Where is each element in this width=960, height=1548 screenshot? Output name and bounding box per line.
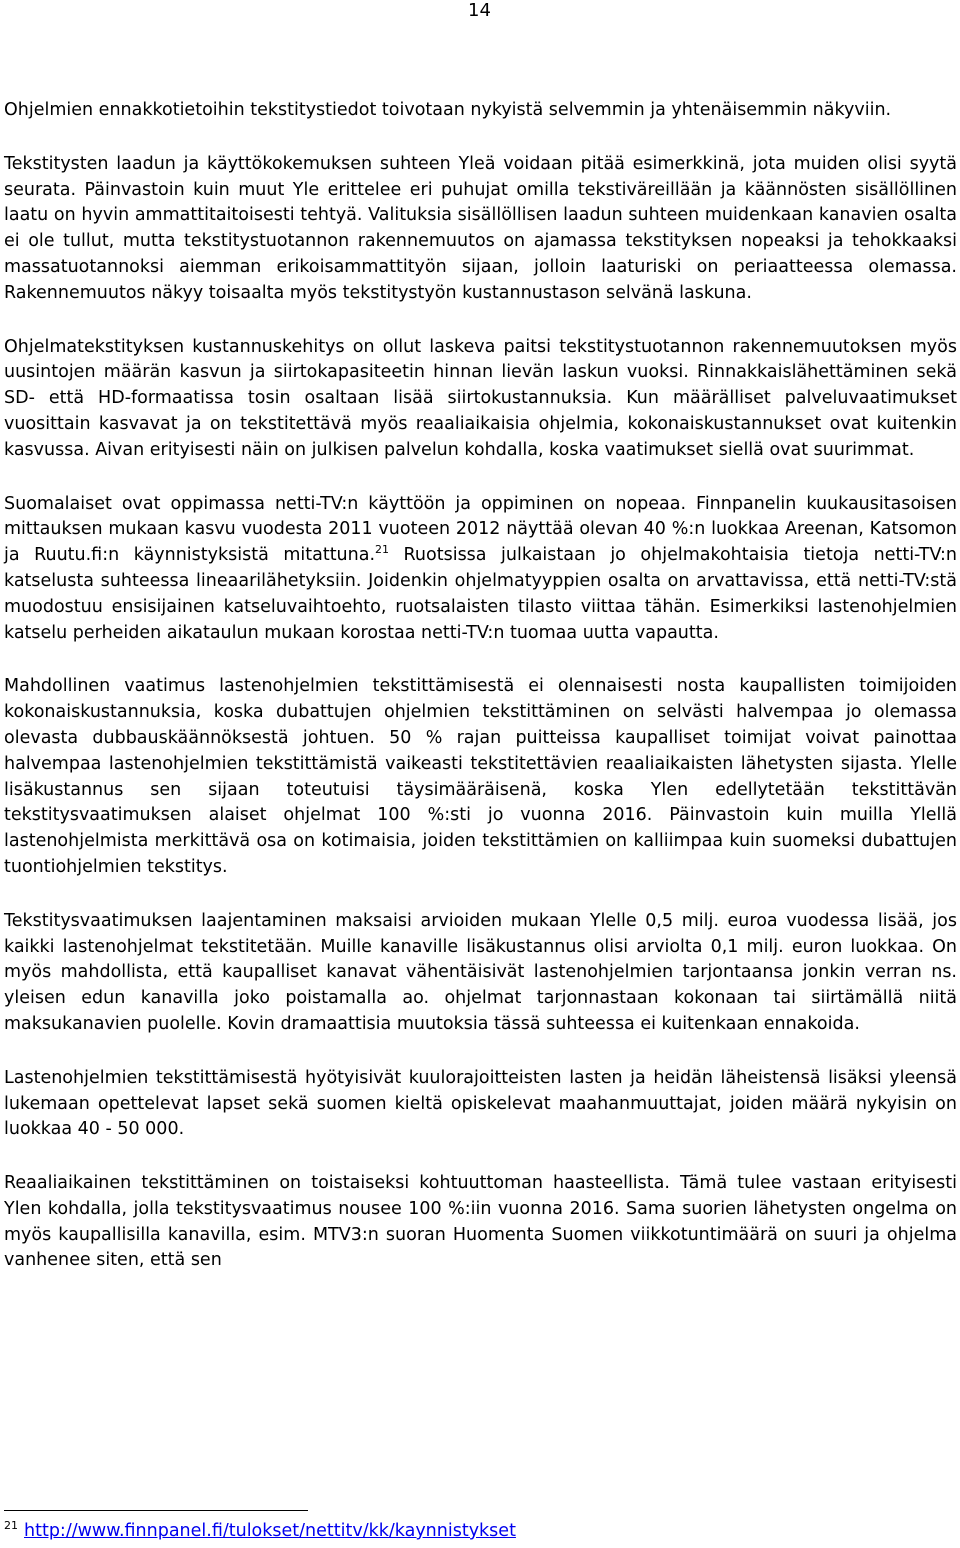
paragraph-beneficiaries: Lastenohjelmien tekstittämisestä hyötyisivät kuulorajoitteisten lasten ja heidän läheistensä lisäksi yleensä lukemaan opettelevat lapset sekä suomen kieltä opiskelevat maahanmuuttajat, joiden määrä nykyisin on luokkaa 40 - 50 000.: [4, 1067, 957, 1140]
document-body: [4, 98, 957, 1302]
paragraph-realtime: Reaaliaikainen tekstittäminen on toistaiseksi kohtuuttoman haasteellista. Tämä tulee vastaan erityisesti Ylen kohdalla, jolla tekstitysvaatimus nousee 100 %:iin vuonna 2016. Sama suorien lähetysten ongelma on myös kaupallisilla kanavilla, esim. MTV3:n suoran Huomenta Suomen viikkotuntimäärä on suuri ja ohjelma vanhenee siten, että sen: [4, 1173, 957, 1271]
paragraph-net-tv-text-after: Ruotsissa julkaistaan jo ohjelmakohtaisia tietoja netti-TV:n katselusta suhteessa lineaarilähetyksiin. Joidenkin ohjelmatyyppien osalta on arvattavissa, että netti-TV:stä muodostuu ensisijainen katseluvaihtoehto, ruotsalaisten tilasto viittaa tähän. Esimerkiksi lastenohjelmien katselu perheiden aikataulun mukaan korostaa netti-TV:n tuomaa uutta vapautta.: [4, 545, 957, 643]
paragraph-cost-estimate: Tekstitysvaatimuksen laajentaminen maksaisi arvioiden mukaan Ylelle 0,5 milj. euroa vuodessa lisää, jos kaikki lastenohjelmat tekstitetään. Muille kanaville lisäkustannus olisi arviolta 0,1 milj. euron luokkaa. On myös mahdollista, että kaupalliset kanavat vähentäisivät lastenohjelmien tarjontaansa jonkin verran ns. yleisen edun kanavilla joko poistamalla ao. ohjelmat tarjonnastaan kokonaan tai siirtämällä niitä maksukanavien puolelle. Kovin dramaattisia muutoksia tässä suhteessa ei kuitenkaan ennakoida.: [4, 910, 957, 1034]
footnote: [4, 1518, 516, 1544]
footnote-reference[interactable]: 21: [375, 543, 390, 557]
paragraph-net-tv: [4, 492, 957, 647]
footnote-number: 21: [4, 1519, 18, 1533]
paragraph-subtitle-quality: Tekstitysten laadun ja käyttökokemuksen suhteen Yleä voidaan pitää esimerkkinä, jota muiden olisi syytä seurata. Päinvastoin kuin muut Yle erittelee eri puhujat omilla tekstiväreillään ja käännösten sisällöllinen laatu on hyvin ammattitaitoisesti tehtyä. Valituksia sisällöllisen laadun suhteen muidenkaan kanavien osalta ei ole tullut, mutta tekstitystuotannon rakennemuutos on ajamassa tekstityksen nopeaksi ja tehokkaaksi massatuotannoksi aiemman erikoisammattityön sijaan, jolloin laaturiski on periaatteessa olemassa. Rakennemuutos näkyy toisaalta myös tekstitystyön kustannustason selvänä laskuna.: [4, 153, 957, 303]
paragraph-cost-development: Ohjelmatekstityksen kustannuskehitys on ollut laskeva paitsi tekstitystuotannon rakennemuutoksen myös uusintojen määrän kasvun ja siirtokapasiteetin hinnan lievän laskun vuoksi. Rinnakkaislähettäminen sekä SD- että HD-formaatissa tosin osaltaan lisää siirtokustannuksia. Kun määrälliset palveluvaatimukset vuosittain kasvavat ja on tekstitettävä myös reaaliaikaisia ohjelmia, kokonaiskustannukset ovat kuitenkin kasvussa. Aivan erityisesti näin on julkisen palvelun kohdalla, koska vaatimukset siellä ovat suurimmat.: [4, 336, 957, 460]
footnote-link[interactable]: http://www.finnpanel.fi/tulokset/nettitv/kk/kaynnistykset: [24, 1521, 516, 1541]
footnote-divider: [4, 1510, 308, 1511]
paragraph-net-tv-text-before: Suomalaiset ovat oppimassa netti-TV:n käyttöön ja oppiminen on nopeaa. Finnpanelin kuukausitasoisen mittauksen mukaan kasvu vuodesta 2011 vuoteen 2012 näyttää olevan 40 %:n luokkaa Areenan, Katsomon ja Ruutu.fi:n käynnistyksistä mitattuna.: [4, 493, 957, 566]
page-number: 14: [468, 0, 491, 21]
paragraph-children-subtitles: Mahdollinen vaatimus lastenohjelmien tekstittämisestä ei olennaisesti nosta kaupallisten toimijoiden kokonaiskustannuksia, koska dubattujen ohjelmien tekstittäminen on selvästi halvempaa jo olemassa olevasta dubbauskäännöksestä johtuen. 50 % rajan puitteissa kaupalliset toimijat voivat painottaa halvempaa lastenohjelmien tekstittämistä vaikeasti tekstitettävien reaaliaikaisten lähetysten sijasta. Ylelle lisäkustannus sen sijaan toteutuisi täysimääräisenä, koska Ylen edellytetään tekstittävän tekstitysvaatimuksen alaiset ohjelmat 100 %:sti jo vuonna 2016. Päinvastoin kuin muilla Ylellä lastenohjelmista merkittävä osa on kotimaisia, joiden tekstittämien on kalliimpaa kuin suomeksi dubattujen tuontiohjelmien tekstitys.: [4, 676, 957, 877]
paragraph-program-info: Ohjelmien ennakkotietoihin tekstitystiedot toivotaan nykyistä selvemmin ja yhtenäisemmin näkyviin.: [4, 100, 892, 120]
